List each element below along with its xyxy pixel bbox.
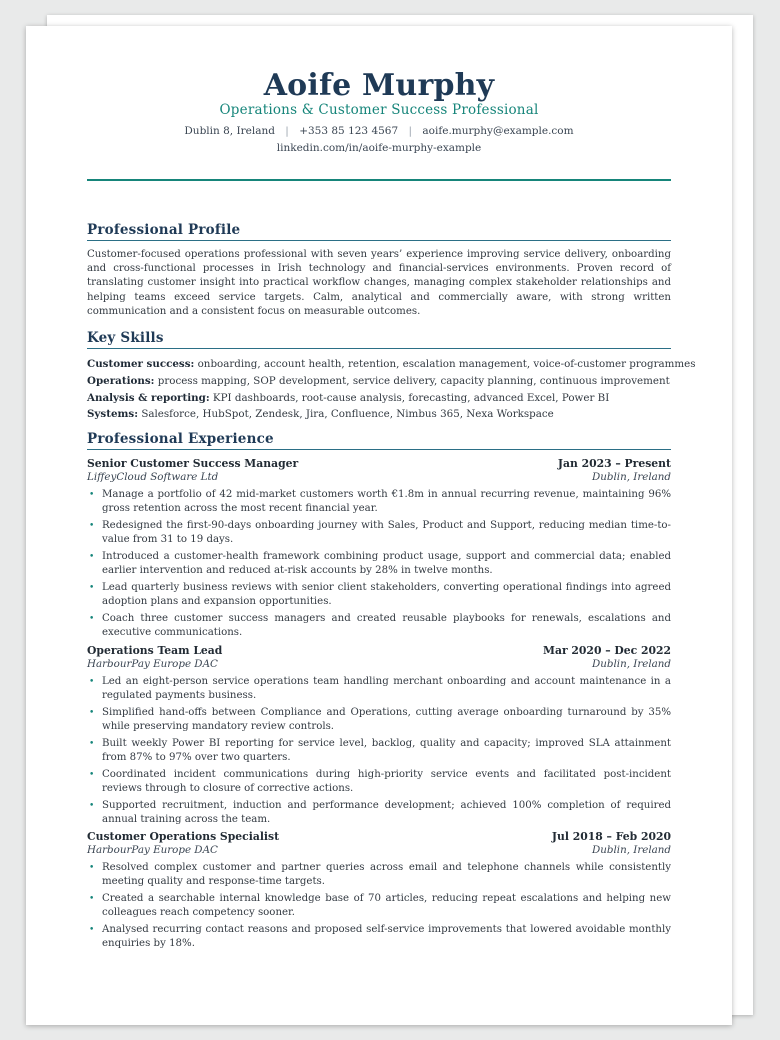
job-bullet — [87, 581, 671, 610]
job-bullets — [87, 861, 671, 951]
job-entry — [87, 830, 671, 954]
job-role: Senior Customer Success Manager — [87, 457, 299, 470]
skill-value: Salesforce, HubSpot, Zendesk, Jira, Confluence, Nimbus 365, Nexa Workspace — [141, 408, 554, 421]
bullet-icon: • — [89, 582, 95, 593]
job-header — [87, 644, 671, 658]
job-company: HarbourPay Europe DAC — [87, 658, 218, 670]
bullet-text: Created a searchable internal knowledge base of 70 articles, reducing repeat escalations and helping new colleagues reach competency sooner. — [102, 892, 671, 919]
bullet-icon: • — [89, 893, 95, 904]
bullet-text: Manage a portfolio of 42 mid-market customers worth €1.8m in annual recurring revenue, maintaining 96% gross retention across the most recent financial year. — [102, 489, 671, 515]
bullet-icon: • — [89, 613, 95, 624]
profile-summary: Customer-focused operations professional with seven years’ experience improving service delivery, onboarding and cross-functional processes in Irish technology and financial-services environments. Proven record of translating customer insight into practical workflow changes, managing complex stakeholder relationships and helping teams exceed service targets. Calm, analytical and commercially aware, with strong written communication and a consistent focus on measurable outcomes. — [87, 249, 671, 317]
bullet-icon: • — [89, 551, 95, 562]
job-bullet — [87, 861, 671, 890]
bullet-icon: • — [89, 863, 95, 873]
job-entry — [87, 457, 671, 642]
candidate-name: Aoife Murphy — [263, 68, 495, 103]
bullet-text: Analysed recurring contact reasons and proposed self-service improvements that lowered avoidable monthly enquiries by 18%. — [102, 923, 671, 950]
job-entry — [87, 644, 671, 829]
section-title-skills: Key Skills — [87, 330, 671, 349]
job-bullet — [87, 892, 671, 921]
bullet-text: Led an eight-person service operations team handling merchant onboarding and account maintenance in a regulated payments business. — [102, 676, 671, 702]
job-header — [87, 830, 671, 844]
contact-line — [87, 125, 671, 137]
job-role: Customer Operations Specialist — [87, 830, 280, 843]
bullet-text: Resolved complex customer and partner queries across email and telephone channels while consistently meeting quality and response-time targets. — [102, 862, 671, 888]
job-bullet — [87, 799, 671, 828]
bullet-icon: • — [89, 707, 95, 718]
job-location: Dublin, Ireland — [592, 471, 671, 483]
job-bullet — [87, 768, 671, 797]
job-bullets — [87, 488, 671, 640]
section-title-experience: Professional Experience — [87, 431, 671, 450]
skill-row — [87, 373, 671, 390]
job-company: HarbourPay Europe DAC — [87, 844, 218, 856]
bullet-text: Built weekly Power BI reporting for service level, backlog, quality and capacity; improved SLA attainment from 87% to 97% over two quarters. — [102, 737, 671, 764]
contact-separator: | — [285, 125, 289, 137]
header-divider — [87, 179, 671, 181]
contact-linkedin: linkedin.com/in/aoife-murphy-example — [276, 142, 482, 154]
job-company: LiffeyCloud Software Ltd — [87, 471, 219, 483]
skill-label: Systems: — [87, 408, 139, 421]
job-bullet — [87, 550, 671, 579]
job-bullet — [87, 519, 671, 548]
bullet-text: Supported recruitment, induction and performance development; achieved 100% completion of required annual training across the team. — [102, 799, 671, 825]
skills-list — [87, 356, 696, 423]
bullet-icon: • — [89, 738, 95, 749]
skill-label: Operations: — [87, 374, 155, 387]
resume-page — [26, 26, 732, 1025]
bullet-text: Coach three customer success managers and created reusable playbooks for renewals, escalations and executive communications. — [102, 612, 671, 638]
contact-email: aoife.murphy@example.com — [422, 125, 574, 137]
job-bullet — [87, 612, 671, 641]
bullet-text: Lead quarterly business reviews with senior client stakeholders, converting operational findings into agreed adoption plans and expansion opportunities. — [102, 581, 671, 607]
bullet-text: Simplified hand-offs between Compliance and Operations, cutting average onboarding turnaround by 35% while preserving mandatory review controls. — [102, 706, 671, 733]
job-location: Dublin, Ireland — [592, 844, 671, 856]
skill-row — [87, 406, 671, 423]
skill-value: onboarding, account health, retention, escalation management, voice-of-customer programmes — [197, 358, 696, 370]
bullet-icon: • — [89, 924, 95, 935]
skill-label: Analysis & reporting: — [87, 391, 210, 404]
job-subheader — [87, 844, 671, 858]
job-bullets — [87, 675, 671, 827]
job-subheader — [87, 471, 671, 485]
skill-label: Customer success: — [87, 358, 195, 370]
job-bullet — [87, 923, 671, 952]
skill-row — [87, 390, 671, 407]
contact-location: Dublin 8, Ireland — [184, 125, 275, 137]
bullet-icon: • — [89, 677, 95, 687]
job-bullet — [87, 706, 671, 735]
job-location: Dublin, Ireland — [592, 658, 671, 670]
section-title-profile: Professional Profile — [87, 222, 671, 241]
job-dates: Jan 2023 – Present — [557, 457, 671, 470]
skill-value: process mapping, SOP development, service delivery, capacity planning, continuous improvement — [157, 374, 670, 387]
bullet-text: Introduced a customer-health framework combining product usage, support and commercial data; enabled earlier intervention and reduced at-risk accounts by 28% in twelve months. — [102, 550, 671, 577]
job-bullet — [87, 737, 671, 766]
job-role: Operations Team Lead — [87, 644, 223, 657]
job-dates: Mar 2020 – Dec 2022 — [543, 644, 671, 657]
bullet-icon: • — [89, 769, 95, 780]
job-bullet — [87, 675, 671, 704]
skill-row — [87, 356, 696, 373]
contact-phone: +353 85 123 4567 — [299, 125, 399, 137]
bullet-text: Redesigned the first-90-days onboarding journey with Sales, Product and Support, reducing median time-to-value from 31 to 19 days. — [102, 519, 671, 546]
job-bullet — [87, 488, 671, 517]
job-header — [87, 457, 671, 471]
job-subheader — [87, 658, 671, 672]
bullet-icon: • — [89, 520, 95, 531]
job-dates: Jul 2018 – Feb 2020 — [551, 830, 671, 843]
contact-separator: | — [408, 125, 413, 137]
candidate-headline: Operations & Customer Success Professional — [219, 102, 539, 118]
skill-value: KPI dashboards, root-cause analysis, forecasting, advanced Excel, Power BI — [212, 391, 610, 404]
bullet-icon: • — [89, 490, 95, 500]
bullet-text: Coordinated incident communications during high-priority service events and facilitated post-incident reviews through to closure of corrective actions. — [102, 768, 671, 794]
bullet-icon: • — [89, 800, 95, 811]
